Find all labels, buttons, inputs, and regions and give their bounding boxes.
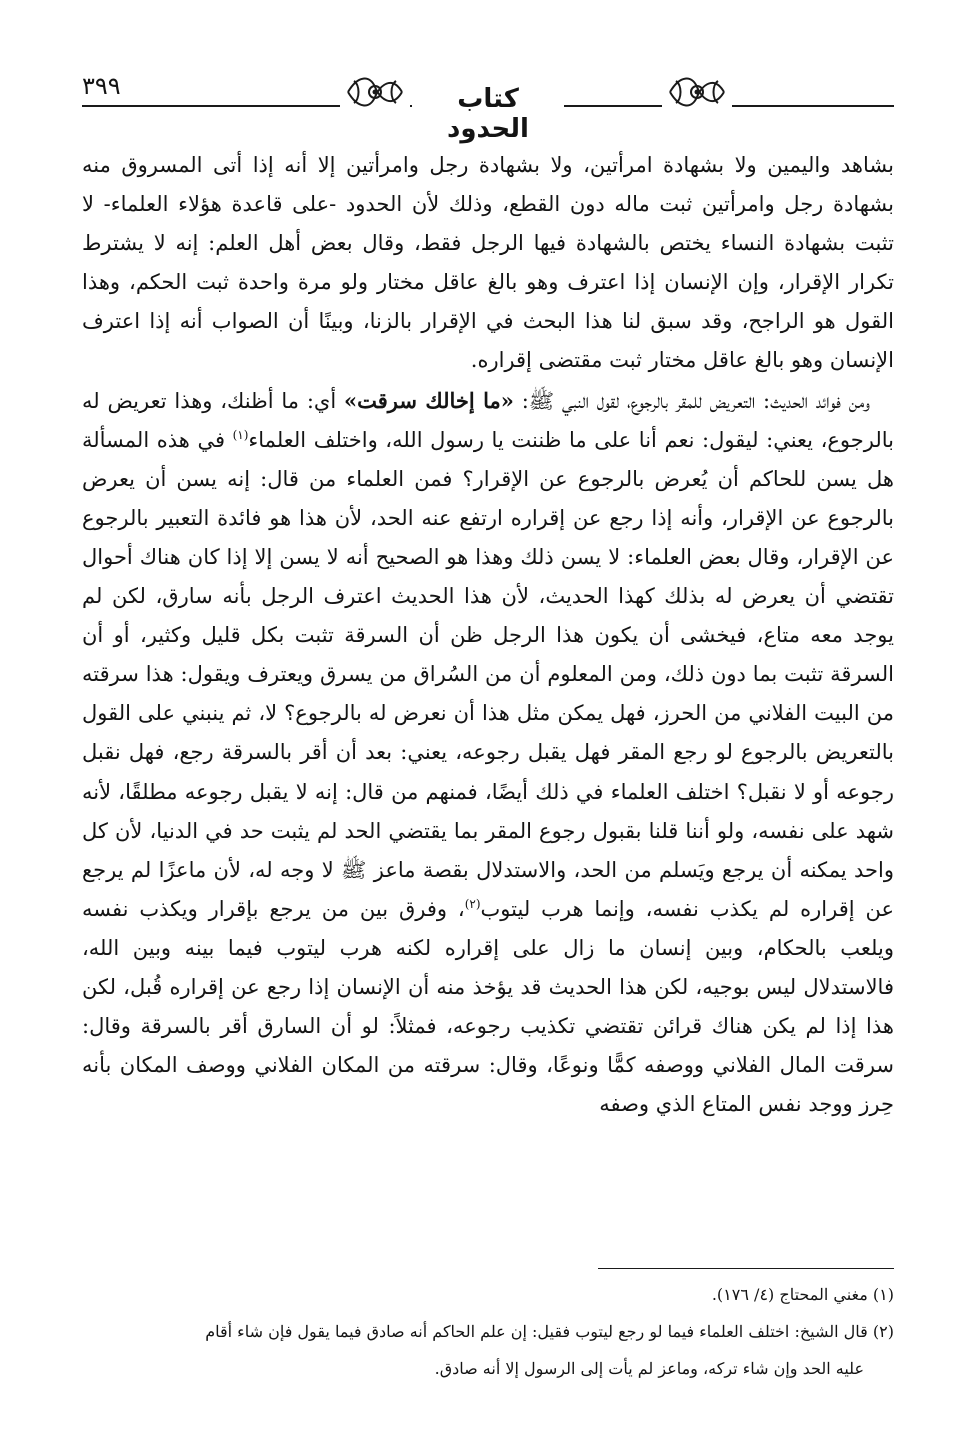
footnote-1: (١) مغني المحتاج (٤/ ١٧٦). <box>711 1285 894 1304</box>
footnote-2: (٢) قال الشيخ: اختلف العلماء فيما لو رجع ليتوب فقيل: إن علم الحاكم أنه صادق فيما يقول فإن شاء أقام <box>205 1322 894 1341</box>
footnote-2-continuation: عليه الحد وإن شاء تركه، وماعز لم يأت إلى الرسول إلا أنه صادق. <box>434 1359 864 1378</box>
footnote-marker[interactable]: (٢) <box>464 896 481 911</box>
hadith-quote: «ما إخالك سرقت» <box>343 387 514 413</box>
text-run: ومن فوائد الحديث: التعريض للمقر بالرجوع، لقول النبي ﷺ: <box>513 388 871 413</box>
paragraph: بشاهد واليمين ولا بشهادة امرأتين، ولا بشهادة رجل وامرأتين إلا أنه إذا أتى المسروق منه بشهادة رجل وامرأتين ثبت ماله دون القطع، وذلك لأن الحدود -على قاعدة هؤلاء العلماء- لا تثبت بشهادة النساء يختص بالشهادة فيها الرجل فقط، وقال بعض أهل العلم: إنه لا يشترط تكرار الإقرار، وإن الإنسان إذا اعترف وهو بالغ عاقل مختار ولو مرة واحدة ثبت الحكم، وهذا القول هو الراجح، وقد سبق لنا هذا البحث في الإقرار بالزنا، وبينًا أن الصواب أنه إذا اعترف الإنسان وهو بالغ عاقل مختار ثبت مقتضى إقراره. <box>82 153 894 373</box>
text-run: ، وفرق بين من يرجع بإقرار ويكذب نفسه ويلعب بالحكام، وبين إنسان ما زال على إقراره لكنه هرب ليتوب فيما بينه وبين الله، فالاستدلال ليس بوجيه، لكن هذا الحديث قد يؤخذ منه أن الإنسان إذا رجع عن إقراره قُبل، لكن هذا إذا لم يكن هناك قرائن تقتضي تكذيب رجوعه، فمثلاً: لو أن السارق أقر بالسرقة وقال: سرقت المال الفلاني ووصفه كمًّا ونوعًا، وقال: سرقته من المكان الفلاني ووصف المكان بأنه حِرز ووجد نفس المتاع الذي وصفه <box>82 896 894 1117</box>
footnote-rule <box>598 1268 894 1269</box>
ornament-left-icon <box>340 67 410 117</box>
text-run: أي: ما أظنك، وهذا تعريض له بالرجوع، يعني: ليقول: نعم أنا على ما ظننت يا رسول الله، واختلف العلماء <box>82 388 894 452</box>
header-title: كتاب الحدود <box>412 84 564 144</box>
text-run: في هذه المسألة هل يسن للحاكم أن يُعرض بالرجوع عن الإقرار؟ فمن العلماء من قال: إنه يسن أن يعرض بالرجوع عن الإقرار، وأنه إذا رجع عن إقراره ارتفع عنه الحد، لأن هذا هو فائدة التعبير بالرجوع عن الإقرار، وقال بعض العلماء: لا يسن ذلك وهذا هو الصحيح أنه لا يسن إلا إذا كان هناك أحوال تقتضي أن يعرض له بذلك كهذا الحديث، لأن هذا الحديث اعترف الرجل بأنه سارق، لكن لم يوجد معه متاع، فيخشى أن يكون هذا الرجل ظن أن السرقة تثبت بكل قليل وكثير، أو أن السرقة تثبت بما دون ذلك، ومن المعلوم أن من السُراق من يسرق ويعترف ويقول: هذا سرقته من البيت الفلاني من الحرز، فهل يمكن مثل هذا أن نعرض له بالرجوع؟ لا، ثم ينبني على القول بالتعريض بالرجوع لو رجع المقر فهل يقبل رجوعه، يعني: بعد أن أقر بالسرقة رجع، فهل نقبل رجوعه أو لا نقبل؟ اختلف العلماء في ذلك أيضًا، فمنهم من قال: إنه لا يقبل رجوعه مطلقًا، لأنه شهد على نفسه، ولو أننا قلنا بقبول رجوع المقر بما يقتضي الحد لم يثبت حد في الدنيا، لأن كل واحد يمكنه أن يرجع ويَسلم من الحد، والاستدلال بقصة ماعز ﷺ لا وجه له، لأن ماعزًا لم يرجع عن إقراره لم يكذب نفسه، وإنما هرب ليتوب <box>82 427 894 921</box>
footnote-marker[interactable]: (١) <box>232 427 249 442</box>
footnotes <box>82 1276 894 1387</box>
body-text <box>82 146 894 1124</box>
page-number: ٣٩٩ <box>82 72 121 100</box>
page-header <box>82 62 894 142</box>
ornament-right-icon <box>662 67 732 117</box>
paragraph <box>82 381 894 1125</box>
